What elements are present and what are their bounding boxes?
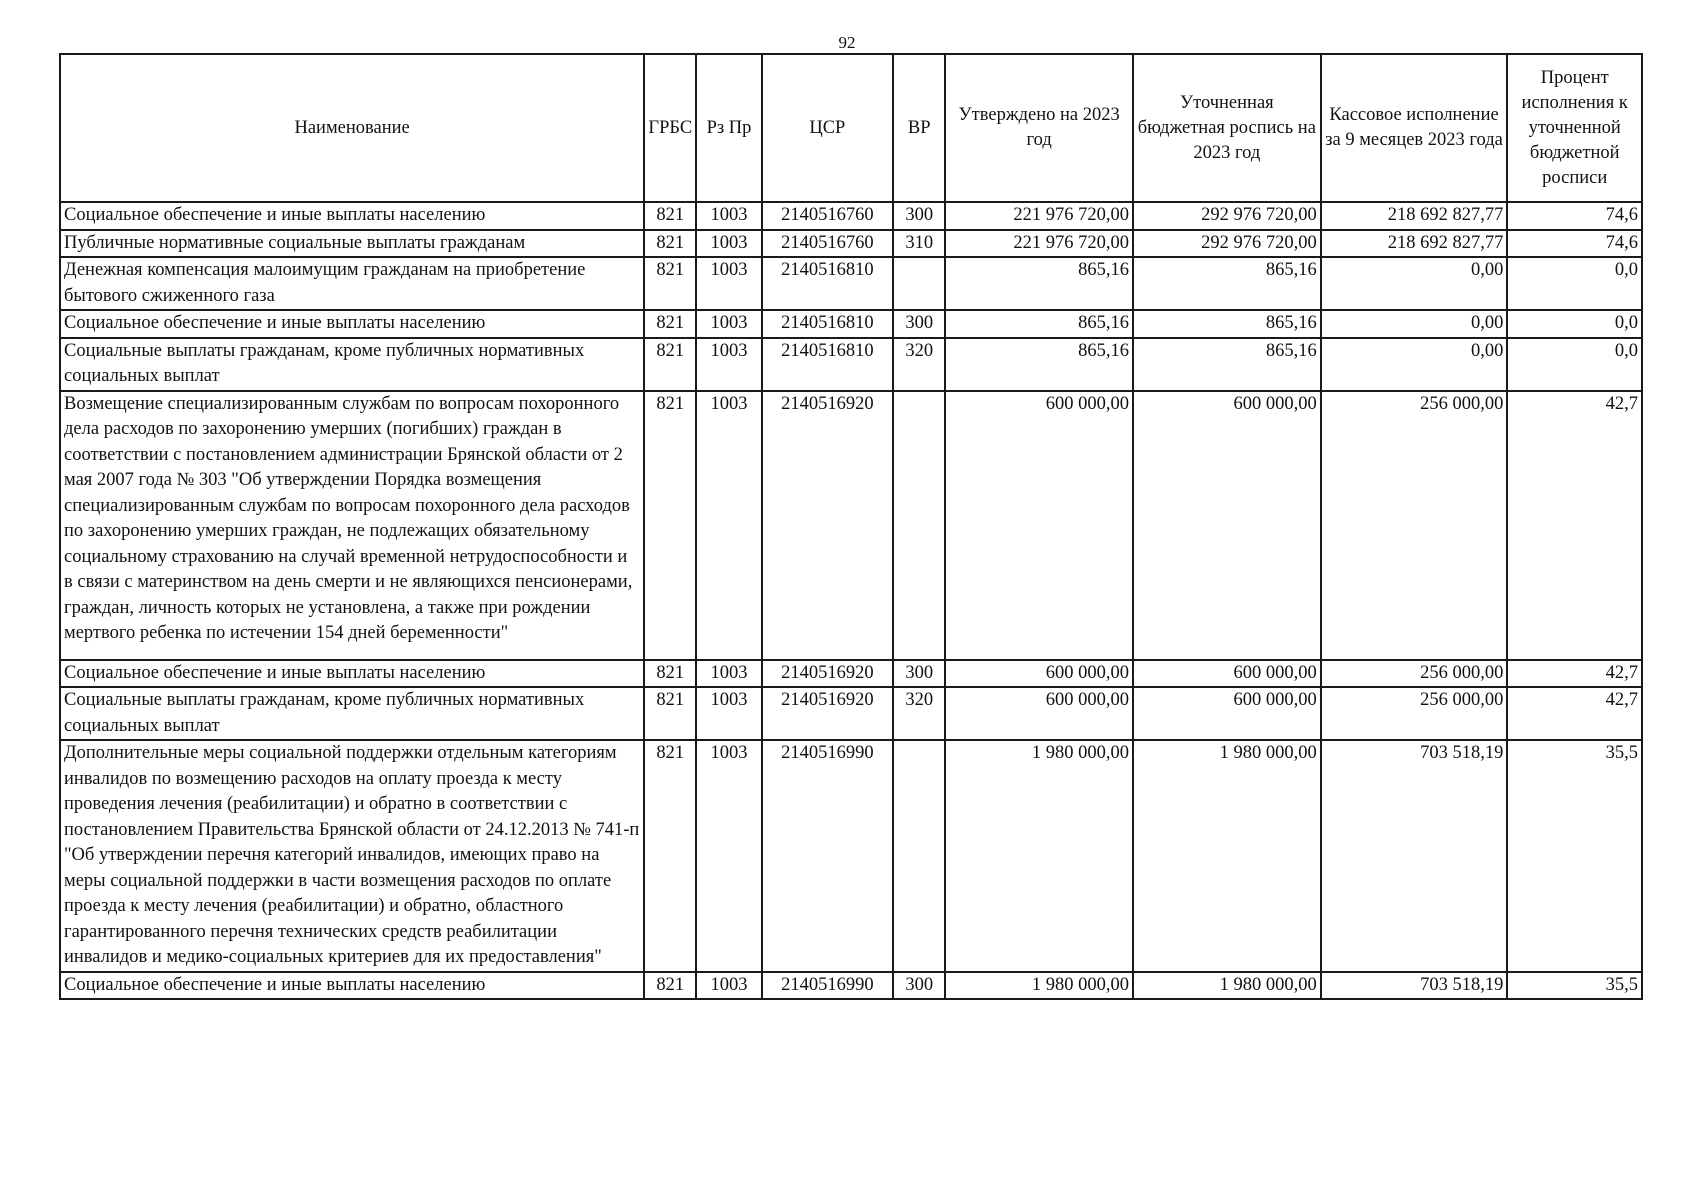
cell-name: Социальное обеспечение и иные выплаты населению [60,660,644,688]
cell-percent: 42,7 [1507,391,1642,660]
table-row [60,687,1642,740]
cell-refined: 600 000,00 [1133,687,1321,740]
cell-percent: 0,0 [1507,310,1642,338]
cell-refined: 600 000,00 [1133,660,1321,688]
cell-grbs: 821 [644,257,696,310]
cell-approved: 600 000,00 [945,391,1133,660]
cell-csr: 2140516760 [762,230,893,258]
header-vr: ВР [893,54,945,202]
cell-cash: 218 692 827,77 [1321,230,1508,258]
header-cash: Кассовое исполнение за 9 месяцев 2023 года [1321,54,1508,202]
cell-refined: 292 976 720,00 [1133,230,1321,258]
cell-grbs: 821 [644,740,696,972]
cell-cash: 703 518,19 [1321,972,1508,1000]
cell-approved: 865,16 [945,257,1133,310]
cell-percent: 74,6 [1507,202,1642,230]
cell-name: Денежная компенсация малоимущим гражданам на приобретение бытового сжиженного газа [60,257,644,310]
header-grbs: ГРБС [644,54,696,202]
table-header [60,54,1642,202]
table-row [60,338,1642,391]
header-approved: Утверждено на 2023 год [945,54,1133,202]
cell-vr: 300 [893,972,945,1000]
cell-grbs: 821 [644,202,696,230]
cell-csr: 2140516810 [762,338,893,391]
header-name: Наименование [60,54,644,202]
cell-rzpr: 1003 [696,202,761,230]
cell-name: Социальные выплаты гражданам, кроме публичных нормативных социальных выплат [60,687,644,740]
cell-cash: 703 518,19 [1321,740,1508,972]
cell-vr [893,257,945,310]
cell-vr [893,740,945,972]
cell-rzpr: 1003 [696,391,761,660]
cell-cash: 218 692 827,77 [1321,202,1508,230]
table-body [60,202,1642,999]
cell-csr: 2140516990 [762,972,893,1000]
cell-name: Социальное обеспечение и иные выплаты населению [60,972,644,1000]
cell-percent: 74,6 [1507,230,1642,258]
cell-approved: 221 976 720,00 [945,230,1133,258]
cell-name: Возмещение специализированным службам по вопросам похоронного дела расходов по захоронению умерших (погибших) граждан в соответствии с постановлением администрации Брянской области от 2 мая 2007 года № 303 "Об утверждении Порядка возмещения специализированным службам по вопросам похоронного дела расходов по захоронению умерших граждан, не подлежащих обязательному социальному страхованию на случай временной нетрудоспособности и в связи с материнством на день смерти и не являющихся пенсионерами, граждан, личность которых не установлена, а также при рождении мертвого ребенка по истечении 154 дней беременности" [60,391,644,660]
cell-percent: 42,7 [1507,687,1642,740]
table-row [60,257,1642,310]
cell-cash: 256 000,00 [1321,687,1508,740]
cell-refined: 865,16 [1133,257,1321,310]
cell-grbs: 821 [644,230,696,258]
cell-vr: 300 [893,660,945,688]
cell-csr: 2140516920 [762,660,893,688]
cell-approved: 865,16 [945,310,1133,338]
cell-csr: 2140516990 [762,740,893,972]
cell-vr: 320 [893,687,945,740]
cell-name: Публичные нормативные социальные выплаты гражданам [60,230,644,258]
cell-vr: 300 [893,202,945,230]
cell-grbs: 821 [644,687,696,740]
cell-approved: 600 000,00 [945,687,1133,740]
table-row [60,972,1642,1000]
cell-csr: 2140516760 [762,202,893,230]
cell-rzpr: 1003 [696,740,761,972]
cell-grbs: 821 [644,310,696,338]
cell-grbs: 821 [644,391,696,660]
cell-rzpr: 1003 [696,230,761,258]
cell-vr: 300 [893,310,945,338]
cell-name: Социальные выплаты гражданам, кроме публичных нормативных социальных выплат [60,338,644,391]
cell-grbs: 821 [644,338,696,391]
cell-approved: 600 000,00 [945,660,1133,688]
cell-percent: 35,5 [1507,740,1642,972]
cell-percent: 0,0 [1507,338,1642,391]
cell-approved: 1 980 000,00 [945,740,1133,972]
table-row [60,230,1642,258]
header-refined: Уточненная бюджетная роспись на 2023 год [1133,54,1321,202]
cell-vr: 310 [893,230,945,258]
cell-cash: 0,00 [1321,310,1508,338]
cell-name: Дополнительные меры социальной поддержки отдельным категориям инвалидов по возмещению расходов на оплату проезда к месту проведения лечения (реабилитации) и обратно в соответствии с постановлением Правительства Брянской области от 24.12.2013 № 741-п "Об утверждении перечня категорий инвалидов, имеющих право на меры социальной поддержки в части возмещения расходов по оплате проезда к месту лечения (реабилитации) и обратно, областного гарантированного перечня технических средств реабилитации инвалидов и медико-социальных критериев для их предоставления" [60,740,644,972]
cell-rzpr: 1003 [696,972,761,1000]
cell-rzpr: 1003 [696,687,761,740]
cell-refined: 600 000,00 [1133,391,1321,660]
cell-rzpr: 1003 [696,338,761,391]
cell-percent: 35,5 [1507,972,1642,1000]
cell-percent: 42,7 [1507,660,1642,688]
header-rzpr: Рз Пр [696,54,761,202]
cell-refined: 292 976 720,00 [1133,202,1321,230]
cell-percent: 0,0 [1507,257,1642,310]
cell-approved: 221 976 720,00 [945,202,1133,230]
table-row [60,202,1642,230]
cell-name: Социальное обеспечение и иные выплаты населению [60,202,644,230]
cell-csr: 2140516810 [762,257,893,310]
cell-cash: 256 000,00 [1321,391,1508,660]
cell-approved: 1 980 000,00 [945,972,1133,1000]
header-percent: Процент исполнения к уточненной бюджетной росписи [1507,54,1642,202]
cell-grbs: 821 [644,660,696,688]
cell-cash: 0,00 [1321,257,1508,310]
cell-refined: 1 980 000,00 [1133,972,1321,1000]
header-csr: ЦСР [762,54,893,202]
table-row [60,391,1642,660]
budget-table [59,53,1643,1000]
cell-approved: 865,16 [945,338,1133,391]
cell-vr [893,391,945,660]
table-row [60,310,1642,338]
cell-rzpr: 1003 [696,310,761,338]
table-row [60,740,1642,972]
cell-refined: 865,16 [1133,338,1321,391]
page-number: 92 [838,33,856,52]
cell-vr: 320 [893,338,945,391]
cell-csr: 2140516920 [762,687,893,740]
cell-csr: 2140516810 [762,310,893,338]
cell-cash: 0,00 [1321,338,1508,391]
table-row [60,660,1642,688]
cell-cash: 256 000,00 [1321,660,1508,688]
cell-grbs: 821 [644,972,696,1000]
cell-rzpr: 1003 [696,257,761,310]
cell-rzpr: 1003 [696,660,761,688]
cell-refined: 865,16 [1133,310,1321,338]
cell-refined: 1 980 000,00 [1133,740,1321,972]
cell-csr: 2140516920 [762,391,893,660]
cell-name: Социальное обеспечение и иные выплаты населению [60,310,644,338]
